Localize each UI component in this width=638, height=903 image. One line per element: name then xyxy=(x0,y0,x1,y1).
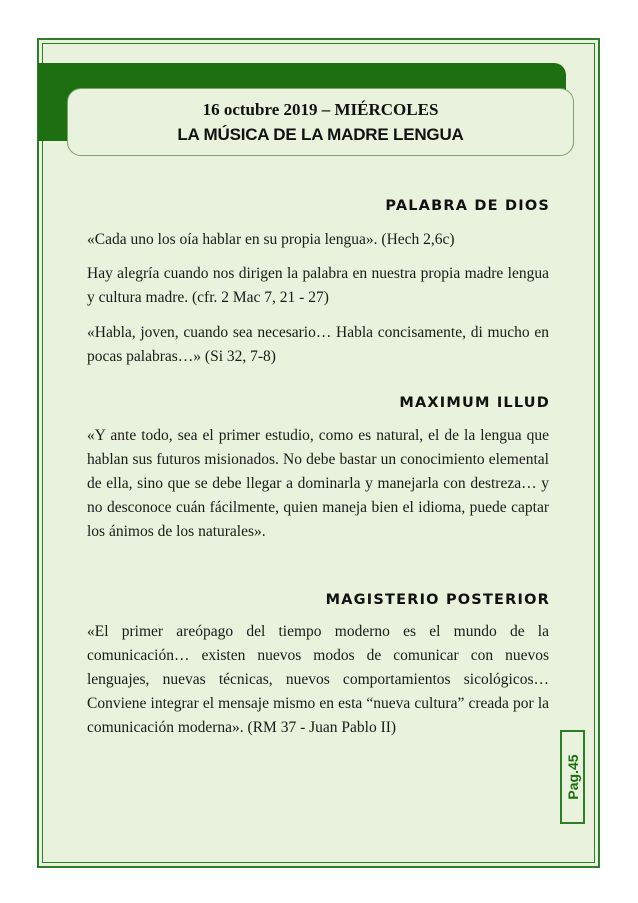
paragraph: «Y ante todo, sea el primer estudio, como es natural, el de la lengua que hablan sus futuros misionados. No debe bastar un conocimiento elemental de ella, sino que se debe llegar a dominarla y manejarla con destreza… y no desconoce cuán fácilmente, quien maneja bien el idioma, puede captar los ánimos de los naturales». xyxy=(87,427,549,540)
heading-palabra-de-dios: PALABRA DE DIOS xyxy=(385,198,550,214)
header-date: 16 octubre 2019 – MIÉRCOLES xyxy=(202,100,439,119)
page-number-box xyxy=(560,730,585,824)
paragraph: «Cada uno los oía hablar en su propia lengua». (Hech 2,6c) xyxy=(87,231,455,248)
page-title: LA MÚSICA DE LA MADRE LENGUA xyxy=(177,125,464,144)
heading-maximum-illud: MAXIMUM ILLUD xyxy=(399,395,550,411)
title-box xyxy=(67,88,574,156)
heading-magisterio-posterior: MAGISTERIO POSTERIOR xyxy=(325,592,550,608)
page-number: Pag.45 xyxy=(564,754,581,800)
paragraph: «Habla, joven, cuando sea necesario… Habla concisamente, di mucho en pocas palabras…» (Si 32, 7-8) xyxy=(87,324,549,365)
paragraph: «El primer areópago del tiempo moderno es el mundo de la comunicación… existen nuevos modos de comunicar con nuevos lenguajes, nuevas técnicas, nuevos comportamientos sicológicos… Conviene integrar el mensaje mismo en esta “nueva cultura” creada por la comunicación moderna». (RM 37 - Juan Pablo II) xyxy=(87,623,549,736)
paragraph: Hay alegría cuando nos dirigen la palabra en nuestra propia madre lengua y cultura madre. (cfr. 2 Mac 7, 21 - 27) xyxy=(87,265,549,306)
